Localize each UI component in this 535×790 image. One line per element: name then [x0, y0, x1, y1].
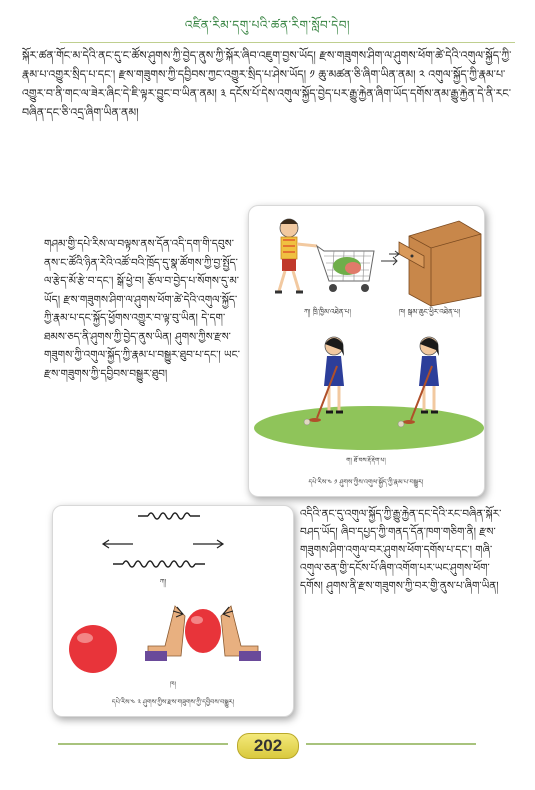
left-column-text	[44, 235, 244, 383]
header-rule	[60, 42, 515, 43]
figure1-caption-a: ཀ། ཁྲི་ཁྱིམ་འཐེན་པ།	[304, 308, 351, 316]
page-number-badge	[237, 733, 299, 759]
grass-ground	[254, 406, 484, 450]
footer-rule-left	[58, 743, 228, 745]
compressed-spring-illustration	[138, 513, 200, 519]
figure-force-shape-illustration	[53, 506, 293, 716]
figure2-label-b: ཁ།	[170, 680, 176, 688]
stretched-spring-illustration	[103, 540, 223, 567]
figure-force-shape	[52, 505, 294, 717]
figure2-label-a: ཀ།	[159, 578, 167, 586]
page-header	[0, 0, 535, 46]
intro-text: སྐོར་ཚན་གོང་མ་དེའི་ནང་དུ་ང་ཚོས་ཤུགས་ཀྱི་བྱེད་ནུས་ཀྱི་སྐོར་ཞིབ་འཇུག་བྱས་ཡོད། རྫས་གཟུགས་ཤིག་ལ་ཤུགས་ཕོག་ཚེ་དེའི་འགུལ་སྐྱོད་ཀྱི་རྣམ་པ་འགྱུར་སྲིད་པ་དང་། རྫས་གཟུགས་ཀྱི་དབྱིབས་ཀྱང་འགྱུར་སྲིད་པ་ཤེས་ཡོད། ༡ ཆུ་མཚན་ཅི་ཞིག་ཡིན་ནམ། ༢ འགུལ་སྐྱོད་ཀྱི་རྣམ་པ་འགྱུར་བ་ནི་གང་ལ་ཟེར་ཞིང་དེ་ཇི་ལྟར་བྱུང་བ་ཡིན་ནམ། ༣ དངོས་པོ་དེས་འགུལ་སྐྱོད་བྱེད་པར་རྒྱུ་རྐྱེན་ཞིག་ཡོད་དགོས་ནམ་རྒྱུ་རྐྱེན་དེ་ནི་རང་བཞིན་དང་ཅི་འདྲ་ཞིག་ཡིན་ནམ།	[22, 49, 512, 119]
figure-force-motion-illustration	[249, 206, 484, 496]
right-column-text	[300, 505, 510, 595]
figure1-main-caption: དཔེ་རིས་༤ ༡ ཤུགས་ཀྱིས་འགུལ་སྐྱོད་ཀྱི་རྣམ་པ་བསྒྱུར།	[308, 478, 424, 486]
figure1-caption-b: ཁ། སྒམ་ཆུང་ཕྱིར་འཐེན་པ།	[399, 308, 461, 316]
right-column-paragraph: འདིའི་ནང་དུ་འགུལ་སྐྱོད་ཀྱི་རྒྱུ་རྐྱེན་དང་དེའི་རང་བཞིན་སྐོར་བཤད་ཡོད། ཞིབ་དཔྱད་ཀྱི་གནད་དོན་ཁག་གཅིག་ནི། རྫས་གཟུགས་ཤིག་འགུལ་བར་ཤུགས་ཕོག་དགོས་པ་དང་། གཞི་འགུལ་ཅན་གྱི་དངོས་པོ་ཞིག་འགོག་པར་ཡང་ཤུགས་ཕོག་དགོས། ཤུགས་ནི་རྫས་གཟུགས་ཀྱི་བར་གྱི་ནུས་པ་ཞིག་ཡིན།	[300, 508, 502, 592]
book-title: འཛིན་རིམ་དགུ་པའི་ཚན་རིག་སློབ་དེབ།	[184, 18, 351, 32]
ball-squeezed-by-hands-illustration	[145, 606, 261, 661]
drawer-cabinet-illustration	[389, 221, 481, 306]
figure-force-motion	[248, 205, 485, 497]
figure2-main-caption: དཔེ་རིས་༤ ༢ ཤུགས་ཀྱིས་རྫས་གཟུགས་ཀྱི་དབྱིབས་བསྒྱུར།	[111, 698, 235, 706]
left-column-paragraph: གཤམ་གྱི་དཔེ་རིས་ལ་བལྟས་ནས་དོན་འདི་དག་གི་དབུས་ནས་ང་ཚོའི་ཉིན་རེའི་འཚོ་བའི་ཁྲོད་དུ་སྣ་ཚོགས་ཀྱི་བྱ་སྤྱོད་ལ་རྩེད་མོ་རྩེ་བ་དང་། སྒོ་ཕྱེ་བ། རྩོལ་བ་བྱེད་པ་སོགས་དུ་མ་ཡོད། རྫས་གཟུགས་ཤིག་ལ་ཤུགས་ཕོག་ཚེ་དེའི་འགུལ་སྐྱོད་ཀྱི་རྣམ་པ་དང་སྐྱོད་ཕྱོགས་འགྱུར་བ་ལྟ་བུ་ཡིན། དེ་དག་ཐམས་ཅད་ནི་ཤུགས་ཀྱི་བྱེད་ནུས་ཡིན། ཤུགས་ཀྱིས་རྫས་གཟུགས་ཀྱི་འགུལ་སྐྱོད་ཀྱི་རྣམ་པ་བསྒྱུར་ཐུབ་པ་དང་། ཡང་རྫས་གཟུགས་ཀྱི་དབྱིབས་བསྒྱུར་ཐུབ།	[44, 238, 240, 380]
footer-rule-right	[306, 743, 476, 745]
figure1-caption-c: ག། ཐོ་བས་རྡོ་རྡེག་པ།	[346, 457, 386, 464]
boy-pushing-cart-illustration	[275, 219, 397, 292]
intro-paragraph	[22, 46, 512, 122]
page-number: 202	[253, 736, 283, 755]
red-ball-illustration	[69, 625, 117, 673]
